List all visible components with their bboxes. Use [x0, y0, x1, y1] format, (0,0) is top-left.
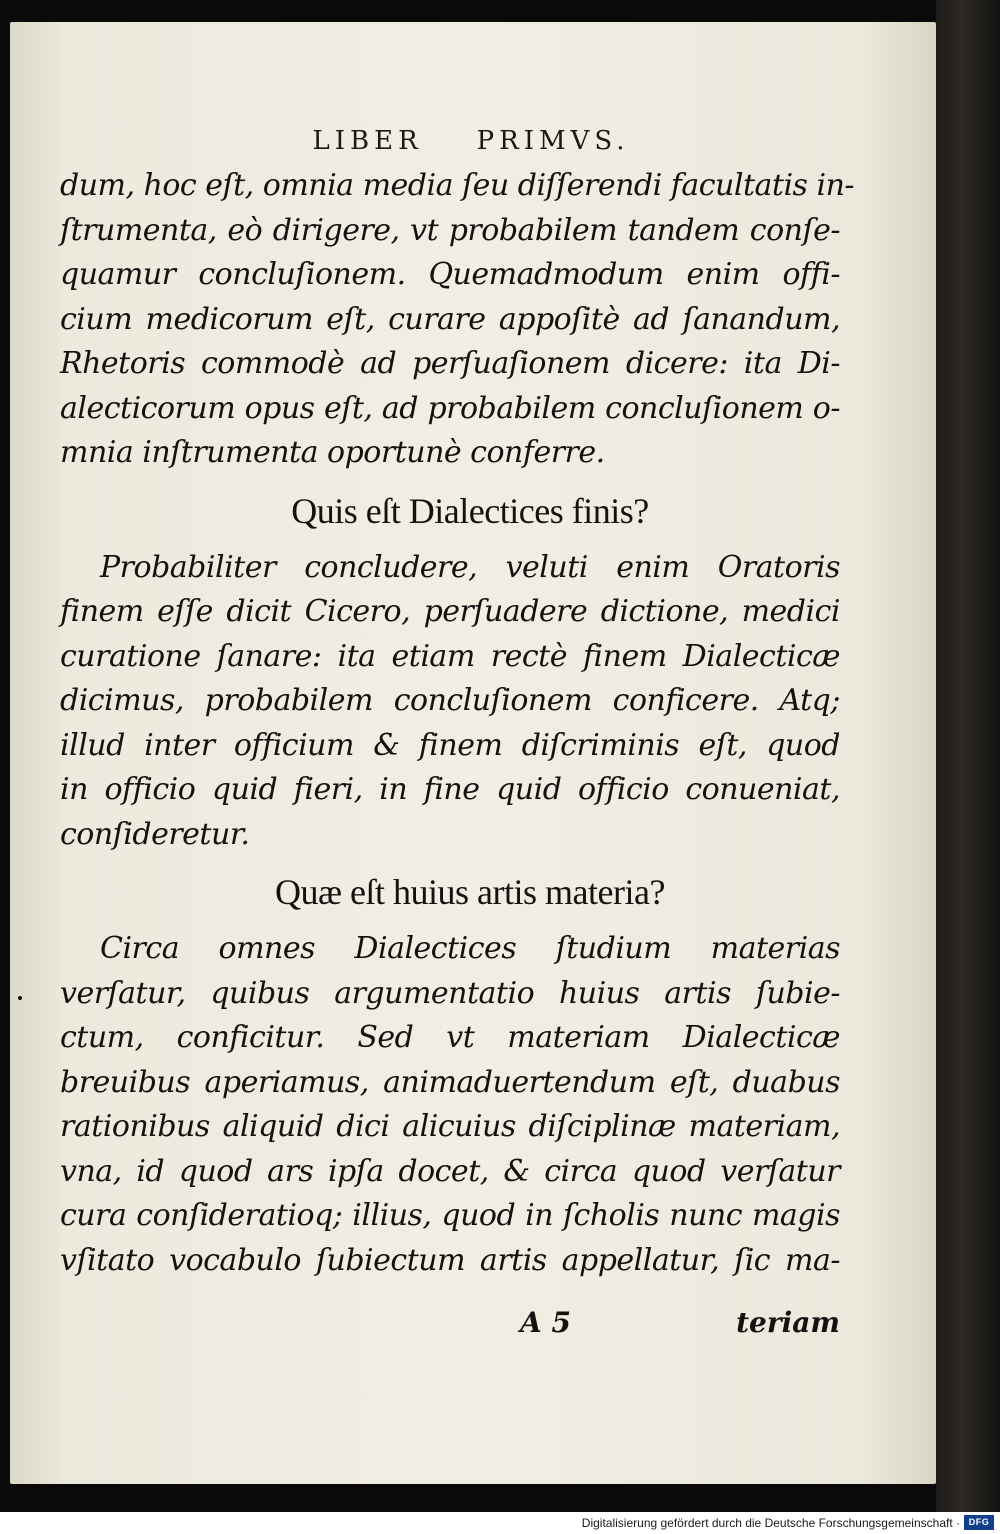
text-line: conſideretur. — [60, 816, 250, 852]
text-line: alecticorum opus eſt, ad probabilem concluſionem o- — [60, 390, 840, 426]
catchline — [60, 1283, 840, 1339]
text-line: quamur concluſionem. Quemadmodum enim offi- — [60, 257, 840, 292]
text-line: breuibus aperiamus, animaduertendum eſt, duabus — [60, 1064, 840, 1100]
catchword: teriam — [736, 1306, 840, 1339]
text-line: Probabiliter concludere, veluti enim Oratoris — [100, 549, 840, 585]
text-line: rationibus aliquid dici alicuius diſciplinæ materiam, — [60, 1109, 840, 1144]
text-line: cura conſideratioq; illius, quod in ſcholis nunc magis — [60, 1198, 840, 1233]
running-head — [102, 118, 840, 164]
dfg-logo: DFG — [964, 1515, 994, 1530]
page-text — [60, 118, 855, 1339]
text-line: vna, id quod ars ipſa docet, & circa quod verſatur — [60, 1153, 840, 1189]
paragraph-3 — [60, 927, 840, 1283]
text-line: in officio quid fieri, in fine quid officio conueniat, — [60, 772, 840, 807]
text-line: Circa omnes Dialectices ſtudium materias — [100, 931, 840, 966]
text-line: ſtrumenta, eò dirigere, vt probabilem tandem conſe- — [60, 212, 840, 248]
text-line: curatione ſanare: ita etiam rectè finem Dialecticæ — [60, 638, 840, 674]
funding-credit: Digitalisierung gefördert durch die Deutsche Forschungsgemeinschaft · — [581, 1516, 960, 1530]
footer-bar — [0, 1512, 1000, 1534]
paragraph-1 — [60, 164, 855, 476]
text-line: dicimus, probabilem concluſionem conficere. Atq; — [60, 683, 840, 718]
section-heading: Quis eſt Dialectices finis? — [291, 490, 649, 531]
section-heading: Quæ eſt huius artis materia? — [275, 872, 665, 912]
text-line: finem eſſe dicit Cicero, perſuadere dictione, medici — [60, 594, 840, 629]
text-line: vſitato vocabulo ſubiectum artis appellatur, ſic ma- — [60, 1242, 840, 1278]
text-line: ctum, conficitur. Sed vt materiam Dialecticæ — [60, 1020, 840, 1055]
paragraph-2 — [60, 546, 840, 858]
running-head-right: PRIMVS. — [476, 126, 630, 156]
text-line: cium medicorum eſt, curare appoſitè ad ſanandum, — [60, 301, 840, 337]
text-line: mnia inſtrumenta oportunè conferre. — [60, 435, 605, 470]
signature-mark: A 5 — [520, 1306, 571, 1339]
text-line: illud inter officium & finem diſcriminis eſt, quod — [60, 727, 840, 763]
text-line: verſatur, quibus argumentatio huius artis ſubie- — [60, 975, 840, 1011]
running-head-left: LIBER — [312, 126, 423, 156]
text-line: dum, hoc eſt, omnia media ſeu diſſerendi facultatis in- — [60, 168, 855, 203]
ink-speck — [18, 996, 22, 1000]
text-line: Rhetoris commodè ad perſuaſionem dicere: ita Di- — [60, 346, 840, 381]
book-spine — [936, 0, 1000, 1512]
